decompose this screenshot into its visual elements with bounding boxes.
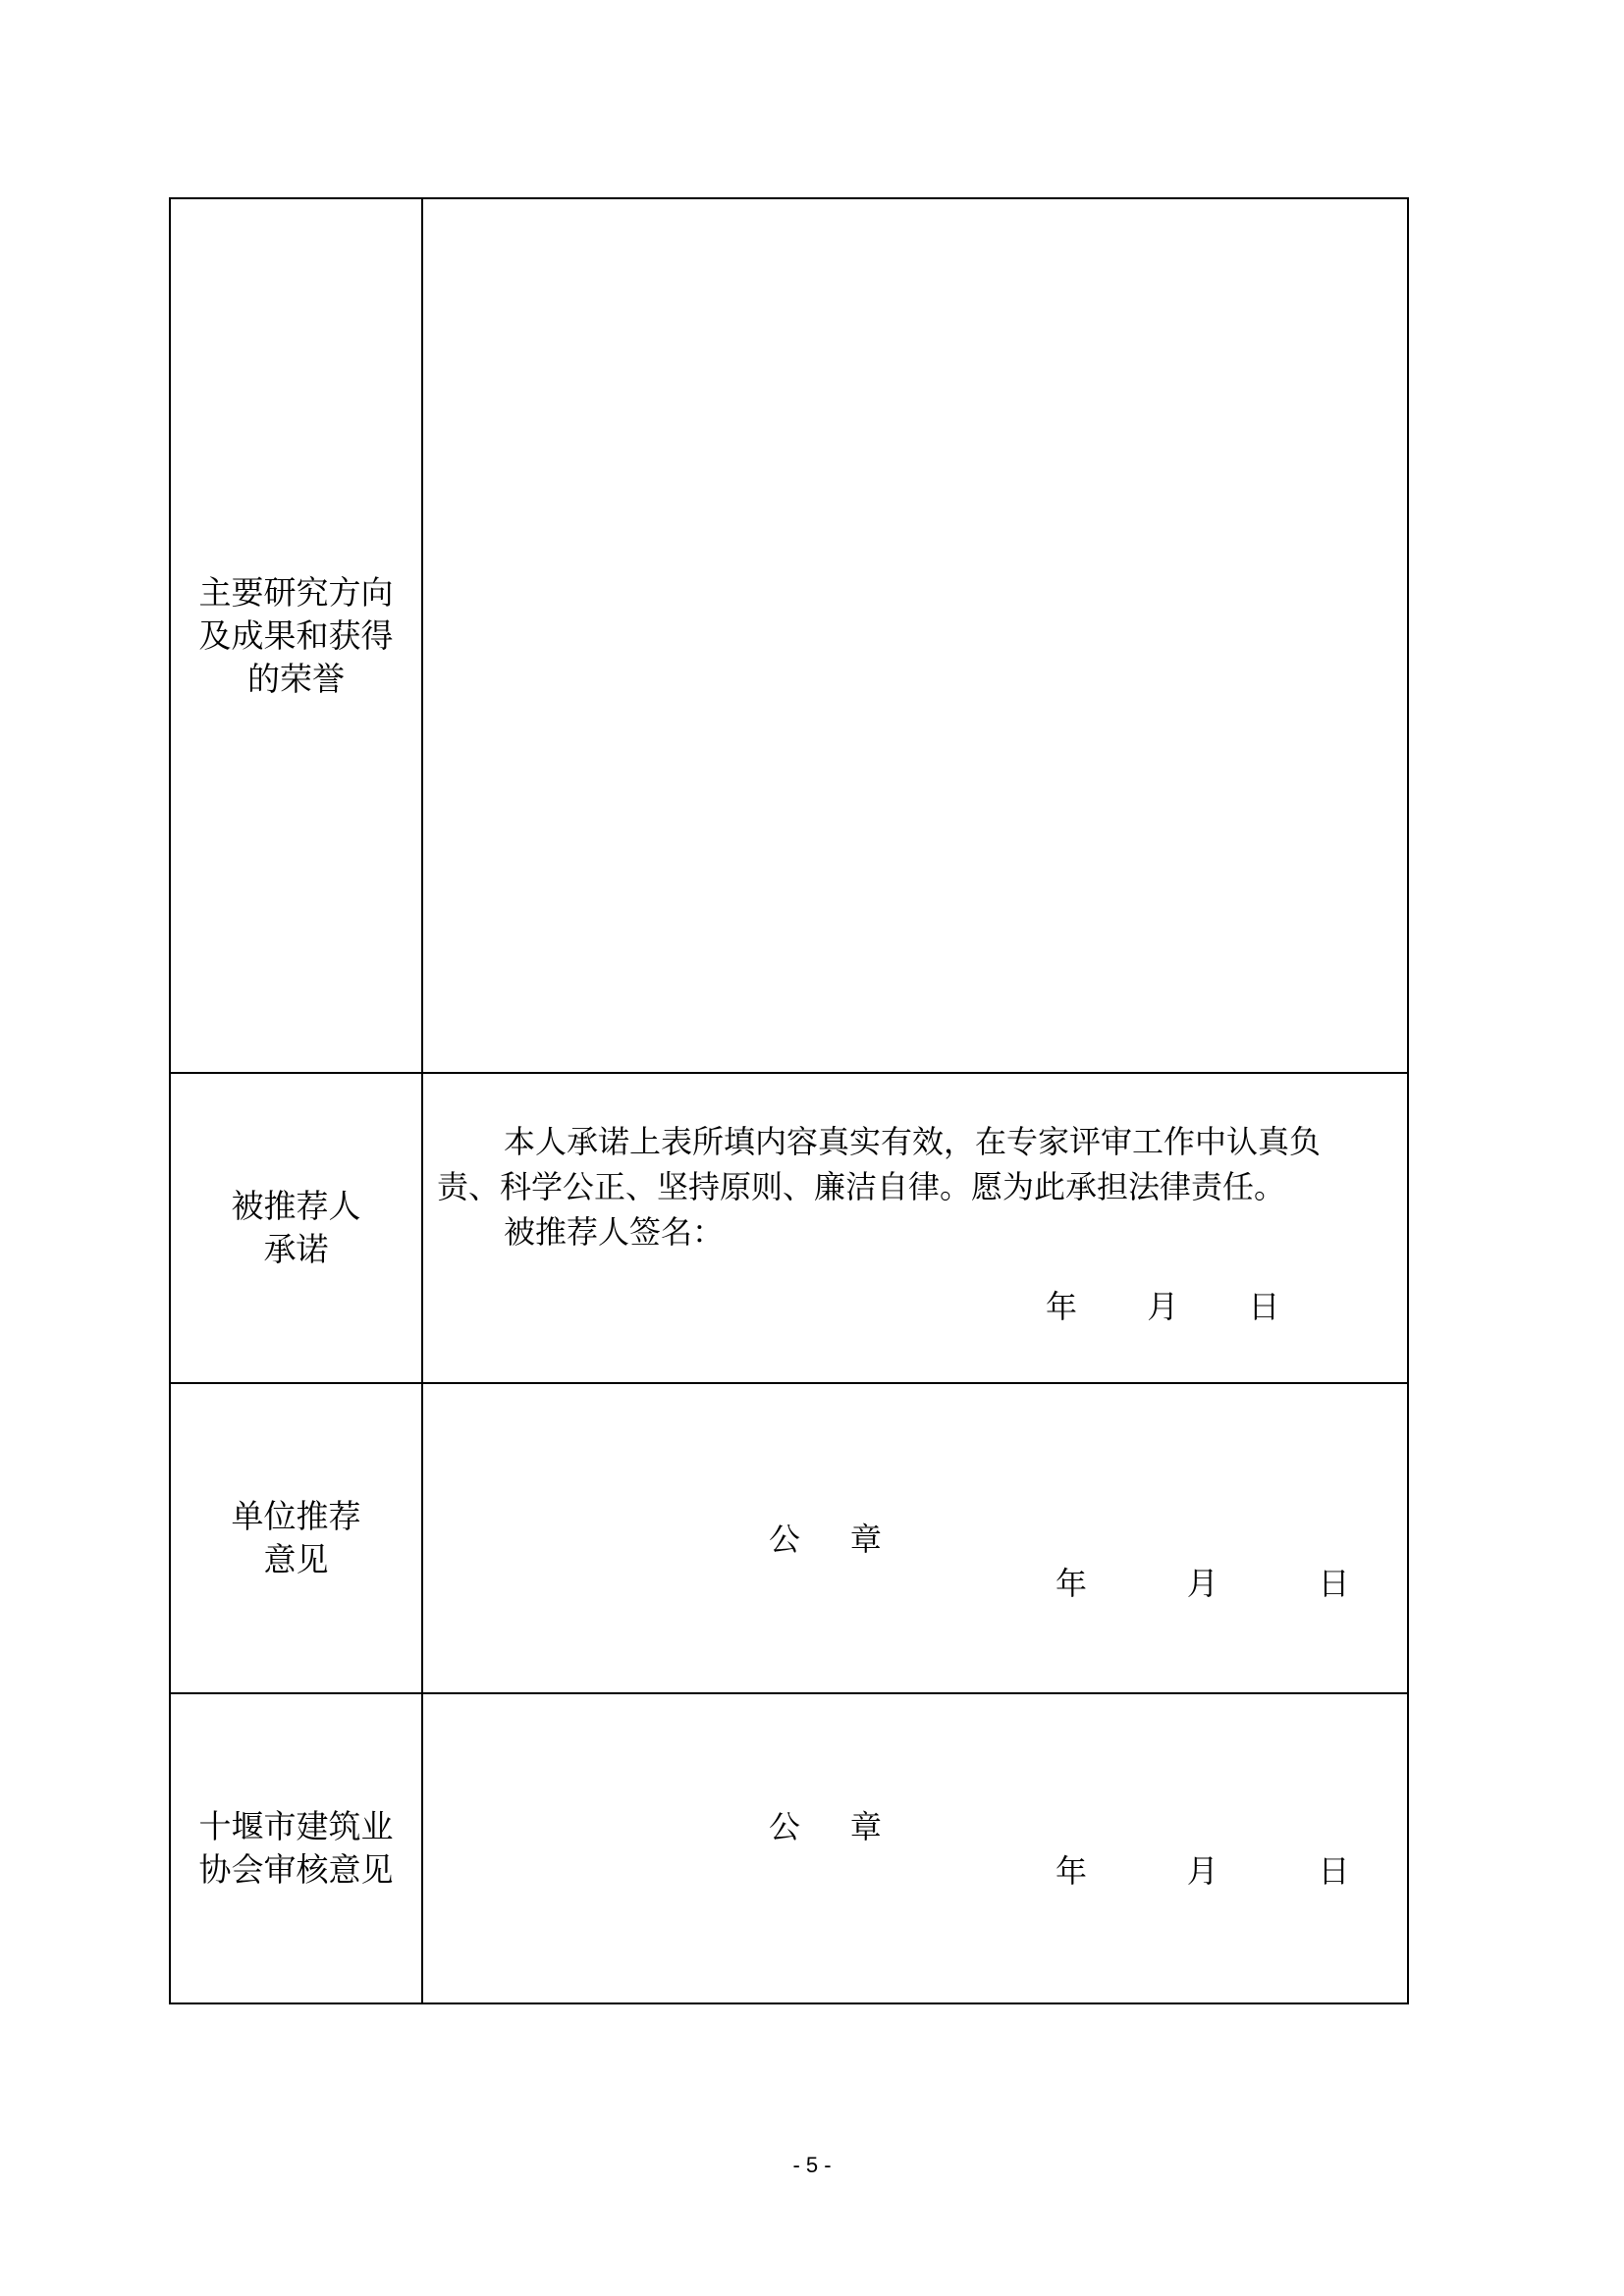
research-label-line-2: 及成果和获得 xyxy=(198,615,394,655)
association-content-cell[interactable] xyxy=(422,1693,1408,2003)
pledge-label-line-1: 被推荐人 xyxy=(231,1187,361,1225)
unit-label-cell xyxy=(170,1383,422,1693)
pledge-text: 本人承诺上表所填内容真实有效，在专家评审工作中认真负责、科学公正、坚持原则、廉洁自律。愿为此承担法律责任。 xyxy=(437,1123,1322,1205)
pledge-date[interactable]: 年 月 日 xyxy=(1046,1288,1280,1325)
research-label-line-3: 的荣誉 xyxy=(247,659,345,698)
association-label-line-2: 协会审核意见 xyxy=(198,1850,394,1889)
association-review-row xyxy=(170,1693,1408,2003)
association-seal-label: 公 章 xyxy=(769,1808,882,1845)
application-form-table xyxy=(169,197,1409,2004)
pledge-row xyxy=(170,1073,1408,1383)
unit-recommendation-row xyxy=(170,1383,1408,1693)
unit-label-line-1: 单位推荐 xyxy=(231,1497,361,1535)
signature-label[interactable]: 被推荐人签名： xyxy=(504,1213,725,1251)
pledge-content-cell xyxy=(422,1073,1408,1383)
page-number: - 5 - xyxy=(792,2153,832,2177)
research-content-cell[interactable] xyxy=(422,198,1408,1073)
unit-seal-label: 公 章 xyxy=(769,1521,882,1558)
research-label-line-1: 主要研究方向 xyxy=(198,572,394,612)
association-label-cell xyxy=(170,1693,422,2003)
research-row xyxy=(170,198,1408,1073)
research-label-cell xyxy=(170,198,422,1073)
unit-label-line-2: 意见 xyxy=(263,1540,329,1578)
unit-date[interactable]: 年 月 日 xyxy=(1056,1565,1350,1602)
association-date[interactable]: 年 月 日 xyxy=(1056,1852,1350,1890)
pledge-label-line-2: 承诺 xyxy=(263,1230,329,1268)
unit-content-cell[interactable] xyxy=(422,1383,1408,1693)
pledge-label-cell xyxy=(170,1073,422,1383)
association-label-line-1: 十堰市建筑业 xyxy=(198,1807,394,1845)
